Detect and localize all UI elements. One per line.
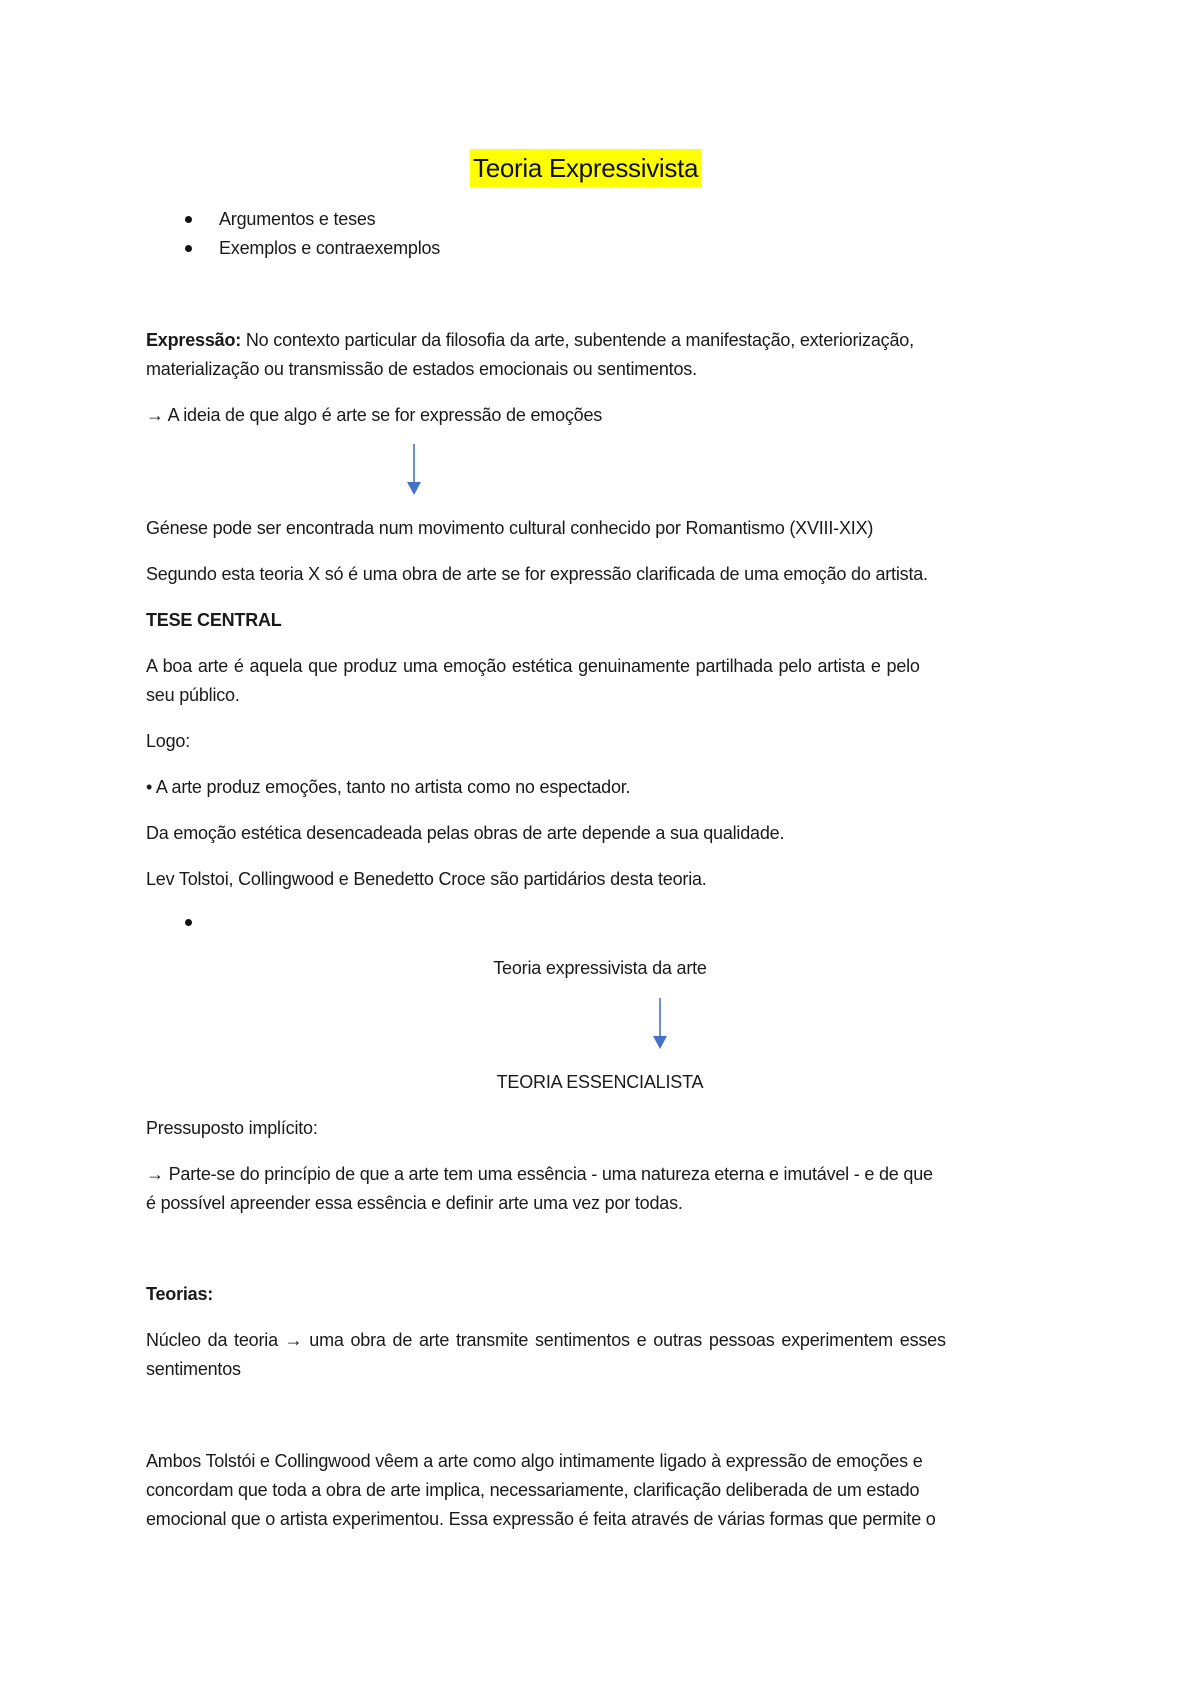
- bullet-item-argumentos: Argumentos e teses: [219, 209, 376, 229]
- nucleo-line-1: Núcleo da teoria → uma obra de arte transmite sentimentos e outras pessoas experimentem esses: [146, 1330, 946, 1350]
- parte-se-line-2: é possível apreender essa essência e definir arte uma vez por todas.: [146, 1193, 683, 1213]
- boa-arte-line-1: A boa arte é aquela que produz uma emoção estética genuinamente partilhada pelo artista e pelo: [146, 656, 920, 676]
- arte-produz-line: • A arte produz emoções, tanto no artista como no espectador.: [146, 777, 631, 797]
- expressao-line-1: [146, 328, 914, 352]
- da-emocao-line: Da emoção estética desencadeada pelas obras de arte depende a sua qualidade.: [146, 823, 785, 843]
- partidarios-line: Lev Tolstoi, Collingwood e Benedetto Croce são partidários desta teoria.: [146, 869, 707, 889]
- ambos-line-1: Ambos Tolstói e Collingwood vêem a arte como algo intimamente ligado à expressão de emoções e: [146, 1451, 923, 1471]
- ambos-line-2: concordam que toda a obra de arte implica, necessariamente, clarificação deliberada de um estado: [146, 1480, 920, 1500]
- diagram-top-label: Teoria expressivista da arte: [493, 958, 707, 978]
- teorias-heading: Teorias:: [146, 1284, 214, 1304]
- empty-bullet-dot-icon: [185, 919, 192, 926]
- expressao-text: No contexto particular da filosofia da arte, subentende a manifestação, exteriorização,: [245, 330, 914, 350]
- down-arrow-icon: [650, 998, 670, 1050]
- pressuposto-line: Pressuposto implícito:: [146, 1118, 318, 1138]
- expressao-line-2: materialização ou transmissão de estados emocionais ou sentimentos.: [146, 359, 697, 379]
- ideia-line: → A ideia de que algo é arte se for expressão de emoções: [146, 405, 603, 425]
- diagram-bottom-label: TEORIA ESSENCIALISTA: [496, 1072, 704, 1092]
- document-title: Teoria Expressivista: [470, 149, 701, 187]
- bullet-item-exemplos: Exemplos e contraexemplos: [219, 238, 441, 258]
- nucleo-line-2: sentimentos: [146, 1359, 241, 1379]
- parte-se-line-1: → Parte-se do princípio de que a arte tem uma essência - uma natureza eterna e imutável - e de que: [146, 1164, 933, 1184]
- tese-central-heading: TESE CENTRAL: [146, 610, 282, 630]
- bullet-dot-icon: [185, 245, 192, 252]
- logo-line: Logo:: [146, 731, 191, 751]
- segundo-line: Segundo esta teoria X só é uma obra de arte se for expressão clarificada de uma emoção do artista.: [146, 564, 928, 584]
- bullet-dot-icon: [185, 216, 192, 223]
- down-arrow-icon: [404, 444, 424, 496]
- ambos-line-3: emocional que o artista experimentou. Essa expressão é feita através de várias formas que permite o: [146, 1509, 936, 1529]
- expressao-label: Expressão:: [146, 330, 242, 350]
- boa-arte-line-2: seu público.: [146, 685, 240, 705]
- genese-line: Génese pode ser encontrada num movimento cultural conhecido por Romantismo (XVIII-XIX): [146, 518, 874, 538]
